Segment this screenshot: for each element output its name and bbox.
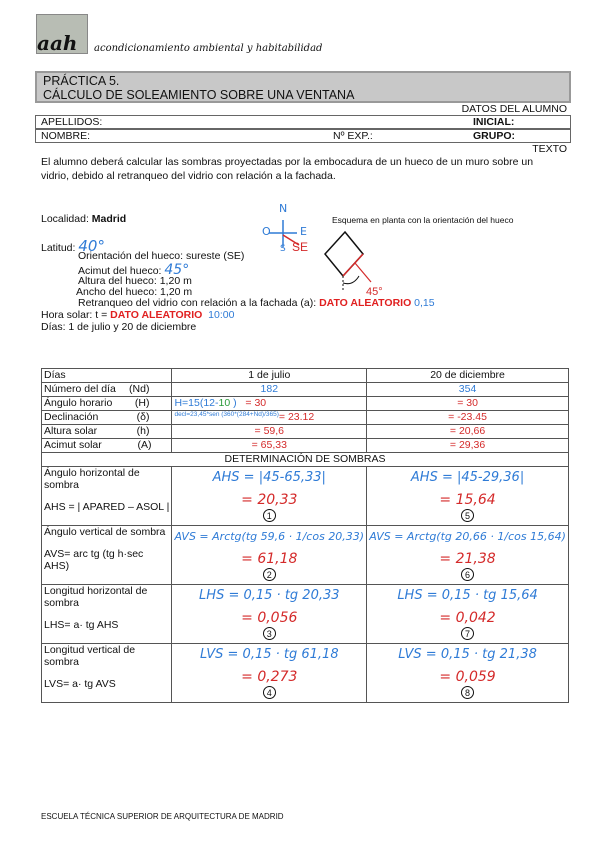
cell-diciembre: = 20,66 (367, 425, 569, 439)
shadow-cell (172, 467, 367, 526)
hora-value: 10:00 (208, 309, 235, 321)
shadow-cell (367, 467, 569, 526)
title-line2: CÁLCULO DE SOLEAMIENTO SOBRE UNA VENTANA (43, 88, 355, 102)
shadow-cell (367, 526, 569, 585)
hora-label: Hora solar: t = (41, 309, 111, 321)
retranqueo (78, 297, 435, 309)
footer: ESCUELA TÉCNICA SUPERIOR DE ARQUITECTURA DE MADRID (41, 812, 284, 821)
nombre-label: NOMBRE: (41, 130, 91, 142)
retranqueo-label: Retranqueo del vidrio con relación a la fachada (a): (78, 297, 320, 309)
ancho: Ancho del hueco: 1,20 m (76, 286, 193, 298)
label: Declinación (44, 411, 99, 423)
row-label (42, 439, 172, 453)
shadow-row (42, 585, 569, 644)
shadow-cell (172, 644, 367, 703)
handwritten-formula: LVS = 0,15 · tg 61,18 (199, 647, 339, 662)
compass-n: N (279, 202, 288, 215)
shadow-title: Longitud vertical de sombra (44, 644, 136, 668)
localidad-label: Localidad: (41, 213, 92, 225)
latitud-label: Latitud: (41, 242, 76, 254)
handwritten-result: = 0,059 (439, 669, 496, 685)
table-row (42, 397, 569, 411)
handwritten-result: = 20,33 (241, 492, 298, 508)
hora (41, 309, 234, 321)
inicial-label: INICIAL: (473, 116, 515, 128)
handwritten-formula: LVS = 0,15 · tg 21,38 (398, 647, 537, 662)
handwritten-result: = 0,273 (241, 669, 298, 685)
formula: H=15(12- (174, 397, 219, 409)
grupo-label: GRUPO: (473, 130, 515, 142)
dias: Días: 1 de julio y 20 de diciembre (41, 321, 197, 333)
row-label (42, 383, 172, 397)
cell-julio: = 65,33 (172, 439, 367, 453)
row-label (42, 397, 172, 411)
row-label (42, 425, 172, 439)
section-row (42, 453, 569, 467)
handwritten-formula: AVS = Arctg(tg 59,6 · 1/cos 20,33) (174, 530, 365, 543)
student-section-label: DATOS DEL ALUMNO (461, 103, 567, 115)
cell-julio: 182 (172, 383, 367, 397)
header-julio: 1 de julio (172, 369, 367, 383)
symbol: (h) (136, 425, 150, 437)
shadow-formula: AVS= arc tg (tg h·sec AHS) (44, 548, 144, 572)
angle-label: 45° (366, 286, 383, 298)
aleatorio-tag: DATO ALEATORIO (110, 309, 203, 321)
handwritten-formula: AHS = |45-29,36| (410, 470, 525, 485)
shadow-label (42, 644, 172, 703)
nombre-field[interactable] (35, 129, 571, 143)
instructions: El alumno deberá calcular las sombras proyectadas por la embocadura de un hueco de un muro sobre un vidrio, debido al retranqueo del vidrio con relación a la fachada. (41, 156, 534, 182)
compass-o: O (262, 225, 271, 238)
value: = 23.12 (278, 411, 315, 423)
acimut-label: Acimut del hueco: (78, 265, 162, 277)
label: Acimut solar (44, 439, 102, 451)
step-number: 2 (263, 568, 276, 581)
shadow-label (42, 585, 172, 644)
formula: decl=23,45*sen (360*(284+Nd)/365) (174, 411, 279, 418)
symbol: (A) (137, 439, 152, 451)
solar-table (41, 368, 569, 703)
compass-s: S (280, 244, 286, 254)
altura: Altura del hueco: 1,20 m (78, 275, 192, 287)
symbol: (H) (134, 397, 150, 409)
step-number: 7 (461, 627, 474, 640)
header-dias: Días (42, 369, 172, 383)
esquema-caption: Esquema en planta con la orientación del hueco (332, 215, 514, 225)
shadow-cell (367, 585, 569, 644)
localidad-value: Madrid (91, 213, 127, 225)
table-header-row (42, 369, 569, 383)
header-diciembre: 20 de diciembre (367, 369, 569, 383)
acimut-value: 45° (164, 262, 190, 278)
compass-se: SE (292, 240, 309, 254)
aleatorio-tag: DATO ALEATORIO (319, 297, 412, 309)
shadow-label (42, 467, 172, 526)
shadow-row (42, 526, 569, 585)
table-row (42, 425, 569, 439)
cell-diciembre: = 29,36 (367, 439, 569, 453)
handwritten-result: = 61,18 (241, 551, 298, 567)
handwritten-result: = 0,056 (241, 610, 298, 626)
section-title: DETERMINACIÓN DE SOMBRAS (42, 453, 569, 467)
title-line1: PRÁCTICA 5. (43, 74, 120, 88)
step-number: 6 (461, 568, 474, 581)
localidad (41, 213, 126, 225)
cell-julio: = 59,6 (172, 425, 367, 439)
handwritten-result: = 15,64 (439, 492, 496, 508)
apellidos-field[interactable] (35, 115, 571, 129)
retranqueo-value: 0,15 (414, 297, 435, 309)
step-number: 8 (461, 686, 474, 699)
shadow-cell (172, 585, 367, 644)
formula-hour: 10 (218, 397, 231, 409)
handwritten-formula: LHS = 0,15 · tg 20,33 (199, 588, 340, 603)
row-label (42, 411, 172, 425)
formula-end: ) (230, 397, 237, 409)
shadow-formula: AHS = | APARED – ASOL | (44, 501, 170, 513)
symbol: (Nd) (129, 383, 150, 395)
label: Ángulo horario (44, 397, 113, 409)
shadow-title: Ángulo vertical de sombra (44, 526, 166, 538)
shadow-cell (172, 526, 367, 585)
handwritten-formula: AHS = |45-65,33| (212, 470, 326, 485)
exp-label: Nº EXP.: (333, 130, 373, 142)
shadow-title: Ángulo horizontal de sombra (44, 467, 140, 491)
shadow-row (42, 644, 569, 703)
label: Número del día (44, 383, 116, 395)
tagline: acondicionamiento ambiental y habitabilidad (94, 43, 323, 54)
table-row (42, 439, 569, 453)
cell-diciembre: = -23.45 (367, 411, 569, 425)
value: = 30 (245, 397, 267, 409)
shadow-cell (367, 644, 569, 703)
compass-e: E (300, 225, 307, 238)
page-title (35, 71, 571, 103)
shadow-formula: LVS= a· tg AVS (44, 678, 116, 690)
label: Altura solar (44, 425, 98, 437)
apellidos-label: APELLIDOS: (41, 116, 103, 128)
cell-julio (172, 397, 367, 411)
handwritten-result: = 0,042 (439, 610, 496, 626)
handwritten-formula: AVS = Arctg(tg 20,66 · 1/cos 15,64) (369, 530, 566, 543)
step-number: 3 (263, 627, 276, 640)
shadow-title: Longitud horizontal de sombra (44, 585, 148, 609)
step-number: 4 (263, 686, 276, 699)
symbol: (δ) (136, 411, 150, 423)
orientacion: Orientación del hueco: sureste (SE) (78, 250, 245, 262)
logo: aah (36, 14, 88, 54)
texto-label: TEXTO (532, 143, 567, 155)
latitud-value: 40° (78, 237, 105, 255)
shadow-formula: LHS= a· tg AHS (44, 619, 119, 631)
cell-diciembre: 354 (367, 383, 569, 397)
cell-diciembre: = 30 (367, 397, 569, 411)
cell-julio (172, 411, 367, 425)
handwritten-result: = 21,38 (439, 551, 496, 567)
table-row (42, 411, 569, 425)
shadow-label (42, 526, 172, 585)
shadow-row (42, 467, 569, 526)
step-number: 1 (263, 509, 276, 522)
handwritten-formula: LHS = 0,15 · tg 15,64 (397, 588, 538, 603)
step-number: 5 (461, 509, 474, 522)
table-row (42, 383, 569, 397)
